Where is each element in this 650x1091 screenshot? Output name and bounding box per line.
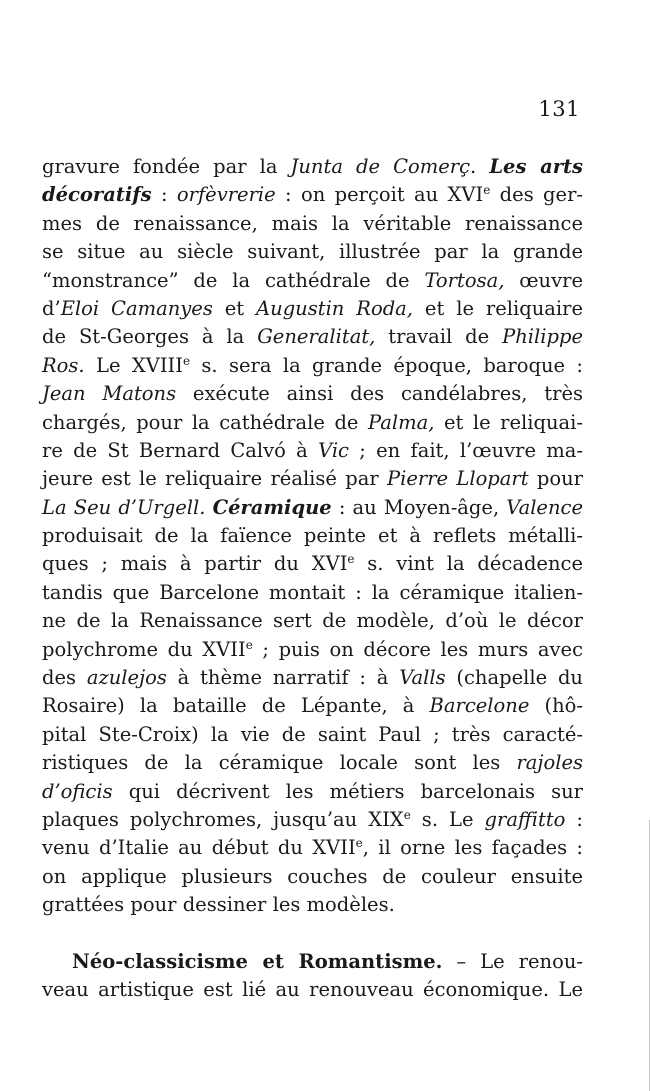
section-heading: Les arts [489,155,583,178]
section-heading: Céramique [212,495,332,519]
text-line: ristiques de la céramique locale sont les rajoles [42,751,583,775]
text-line: Ros. Le XVIIIe s. sera la grande époque, baroque : [42,353,584,377]
text-line: veau artistique est lié au renouveau économique. Le [42,977,583,1001]
text-line: Néo-classicisme et Romantisme. – Le renou- [72,949,583,973]
text-line: chargés, pour la cathédrale de Palma, et le reliquai- [42,410,583,434]
text-line: venu d’Italie au début du XVIIe, il orne les façades : [42,836,583,860]
section-heading: Néo-classicisme et Romantisme. [72,949,443,973]
text-line: ques ; mais à partir du XVIe s. vint la décadence [42,552,583,576]
paragraph-gap [42,920,583,948]
text-line: re de St Bernard Calvó à Vic ; en fait, l’œuvre ma- [42,438,583,462]
text-line: produisait de la faïence peinte et à reflets métalli- [42,524,583,548]
text-line: mes de renaissance, mais la véritable renaissance [42,211,583,235]
text-line: La Seu d’Urgell. Céramique : au Moyen-âge, Valence [42,495,583,519]
page-number: 131 [538,97,580,121]
text-line: grattées pour dessiner les modèles. [42,893,395,917]
body-text [42,153,583,1004]
text-line: Jean Matons exécute ainsi des candélabres, très [42,382,583,406]
text-line: de St-Georges à la Generalitat, travail de Philippe [42,325,583,349]
text-line: d’oficis qui décrivent les métiers barcelonais sur [42,779,583,803]
section-heading: décoratifs [42,183,152,207]
text-line: Rosaire) la bataille de Lépante, à Barcelone (hô- [42,694,583,718]
text-line: des azulejos à thème narratif : à Valls (chapelle du [42,666,583,690]
text-line: “monstrance” de la cathédrale de Tortosa, œuvre [42,268,583,292]
text-line: plaques polychromes, jusqu’au XIXe s. Le graffitto : [42,807,583,831]
text-line: décoratifs : orfèvrerie : on perçoit au XVIe des ger- [42,183,583,207]
text-line: polychrome du XVIIe ; puis on décore les murs avec [42,637,584,661]
text-line: d’Eloi Camanyes et Augustin Roda, et le reliquaire [42,296,584,320]
text-line: ne de la Renaissance sert de modèle, d’où le décor [42,609,583,633]
text-line: jeure est le reliquaire réalisé par Pierre Llopart pour [42,467,583,491]
text-line: on applique plusieurs couches de couleur ensuite [42,864,583,888]
text-line: tandis que Barcelone montait : la céramique italien- [42,580,583,604]
text-line: se situe au siècle suivant, illustrée par la grande [42,240,583,264]
text-line: pital Ste-Croix) la vie de saint Paul ; très caracté- [42,722,583,746]
text-line: gravure fondée par la Junta de Comerç. Les arts [42,155,583,178]
